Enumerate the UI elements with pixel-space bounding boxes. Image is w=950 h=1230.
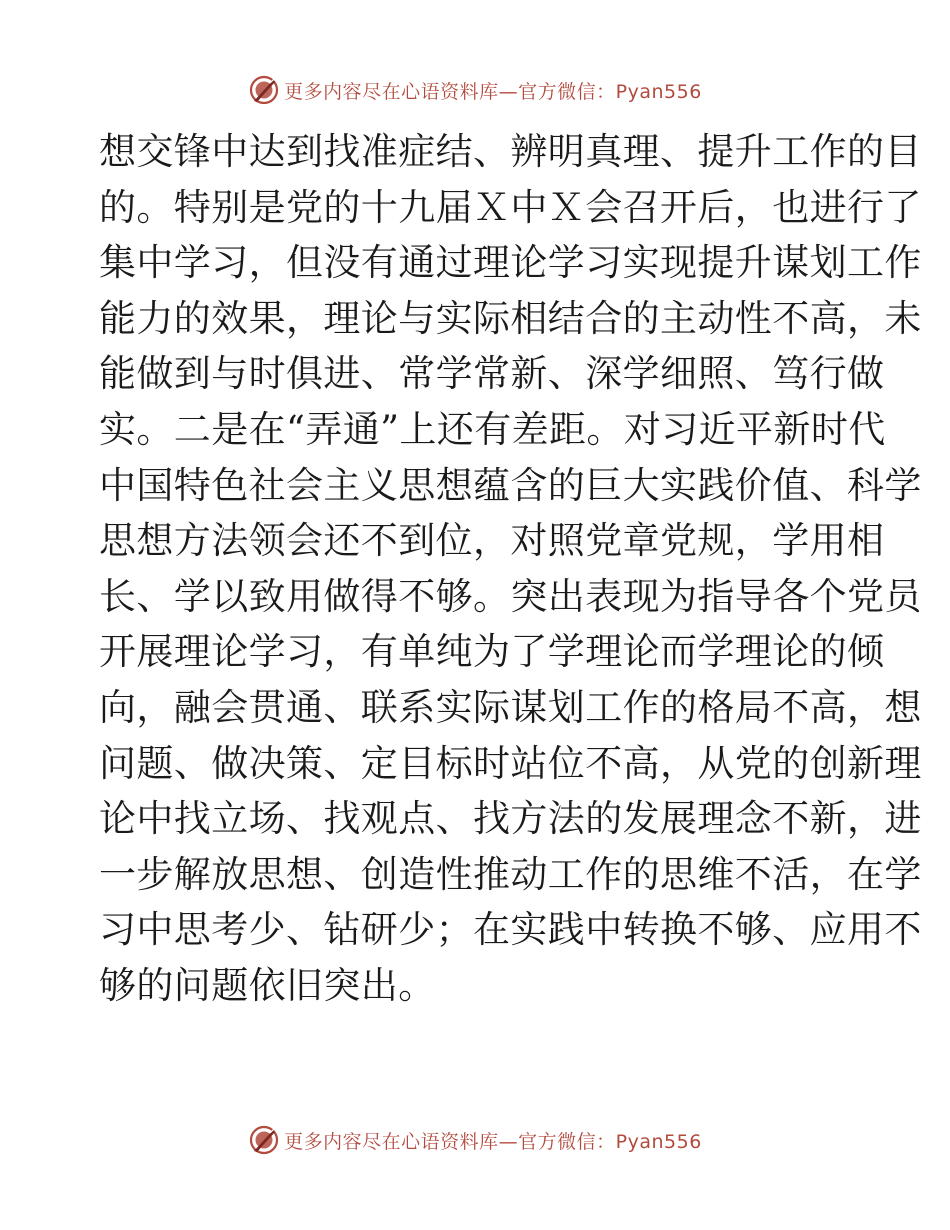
body-text-line: 思想方法领会还不到位，对照党章党规，学用相 — [99, 519, 885, 563]
body-text-line: 一步解放思想、创造性推动工作的思维不活，在学 — [99, 852, 922, 896]
body-text-line: 向，融会贯通、联系实际谋划工作的格局不高，想 — [99, 685, 922, 729]
body-text-line: 够的问题依旧突出。 — [99, 963, 436, 1007]
footer-watermark-text: 更多内容尽在心语资料库—官方微信：Pyan556 — [284, 1130, 702, 1153]
body-text-line: 中国特色社会主义思想蕴含的巨大实践价值、科学 — [99, 463, 922, 507]
body-text-line: 集中学习，但没有通过理论学习实现提升谋划工作 — [99, 241, 922, 285]
body-text-line: 开展理论学习，有单纯为了学理论而学理论的倾 — [99, 630, 885, 674]
document-body — [99, 124, 922, 1014]
header-watermark-text: 更多内容尽在心语资料库—官方微信：Pyan556 — [284, 80, 702, 103]
body-text-line: 想交锋中达到找准症结、辨明真理、提升工作的目 — [99, 130, 922, 173]
body-text-line: 能做到与时俱进、常学常新、深学细照、笃行做 — [99, 352, 885, 396]
body-text-line: 实。二是在“弄通”上还有差距。对习近平新时代 — [99, 407, 886, 451]
body-text-line: 长、学以致用做得不够。突出表现为指导各个党员 — [99, 574, 922, 618]
body-text-line: 的。特别是党的十九届Ｘ中Ｘ会召开后，也进行了 — [99, 185, 922, 229]
body-text-line: 能力的效果，理论与实际相结合的主动性不高，未 — [99, 296, 922, 340]
quill-seal-icon — [248, 1124, 280, 1156]
body-text-line: 习中思考少、钻研少；在实践中转换不够、应用不 — [99, 908, 922, 952]
body-text-line: 论中找立场、找观点、找方法的发展理念不新，进 — [99, 797, 922, 841]
quill-seal-icon — [248, 74, 280, 106]
header-watermark — [0, 72, 950, 108]
body-text-line: 问题、做决策、定目标时站位不高，从党的创新理 — [99, 741, 922, 785]
footer-watermark — [0, 1122, 950, 1158]
